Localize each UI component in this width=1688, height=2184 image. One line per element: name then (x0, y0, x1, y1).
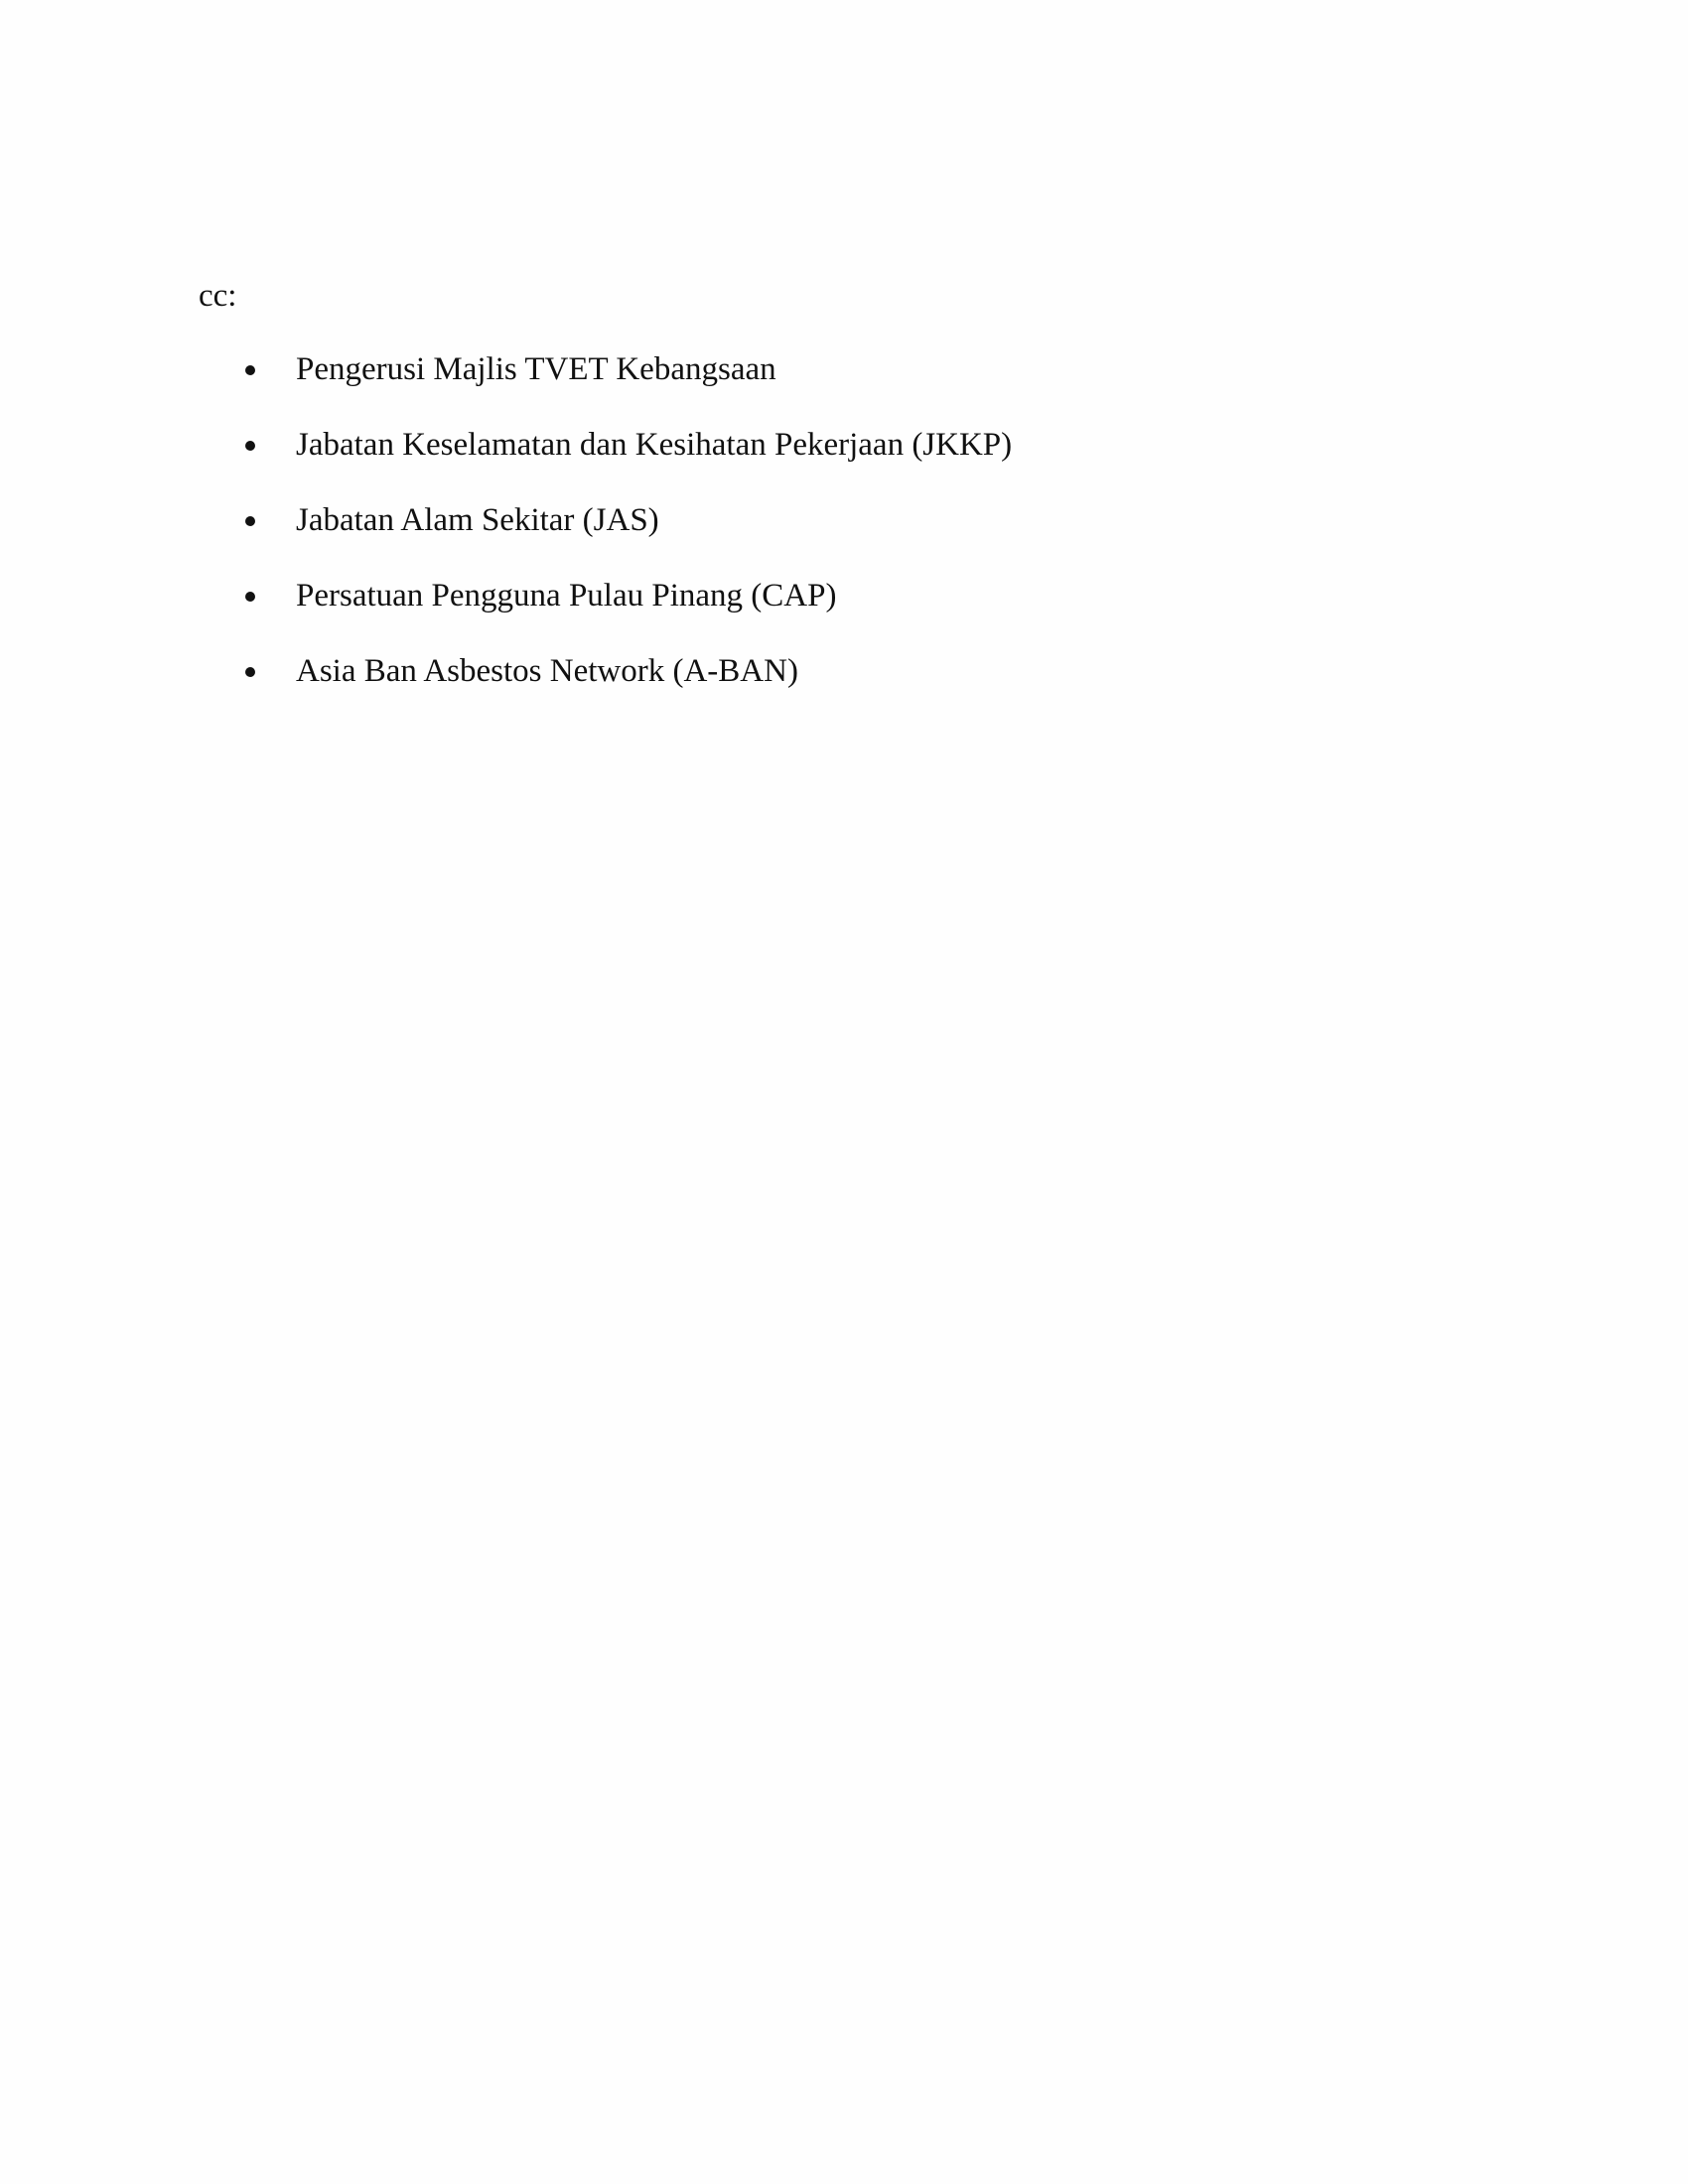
bullet-icon (245, 516, 255, 526)
list-item (0, 500, 1688, 576)
recipient-name: Jabatan Alam Sekitar (JAS) (296, 502, 659, 538)
bullet-icon (245, 592, 255, 602)
cc-recipient-list (0, 349, 1688, 727)
recipient-name: Persatuan Pengguna Pulau Pinang (CAP) (296, 578, 837, 614)
recipient-name: Asia Ban Asbestos Network (A-BAN) (296, 653, 798, 689)
list-item (0, 349, 1688, 425)
recipient-name: Pengerusi Majlis TVET Kebangsaan (296, 351, 776, 387)
cc-label: cc: (199, 278, 237, 314)
bullet-icon (245, 667, 255, 677)
bullet-icon (245, 365, 255, 375)
recipient-name: Jabatan Keselamatan dan Kesihatan Pekerjaan (JKKP) (296, 427, 1013, 463)
list-item (0, 651, 1688, 727)
bullet-icon (245, 441, 255, 451)
list-item (0, 576, 1688, 651)
list-item (0, 425, 1688, 500)
